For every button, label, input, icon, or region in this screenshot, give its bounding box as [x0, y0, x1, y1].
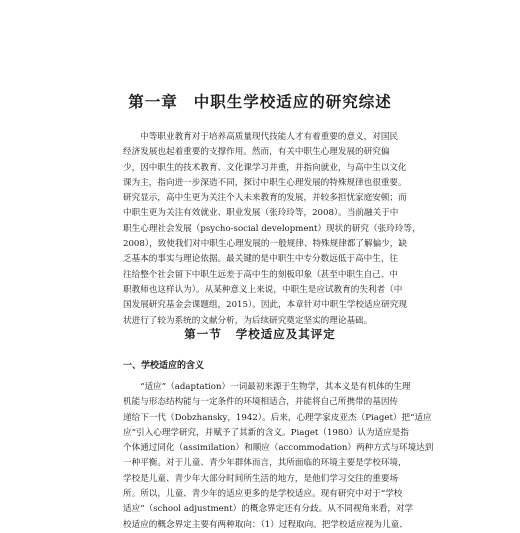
text-line: 状进行了较为系统的文献分析，为后续研究奠定坚实的理论基础。	[123, 315, 373, 326]
text-line: 国发展研究基金会课题组，2015）。因此，本章针对中职生学校适应研究现	[123, 300, 407, 311]
section-title	[0, 326, 520, 342]
text-line: 中等职业教育对于培养高质量现代技能人才有着重要的意义，对国民	[123, 132, 399, 142]
text-line: 应”引入心理学研究，并赋予了其新的含义。Piaget（1980）认为适应是指	[123, 427, 409, 438]
text-line: 经济发展也起着重要的支撑作用。然而，有关中职生心理发展的研究偏	[123, 147, 390, 158]
section-title-text: 学校适应及其评定	[235, 327, 336, 341]
text-line: 职生心理社会发展（psycho-social development）现状的研究（张玲玲等，	[123, 223, 421, 234]
intro-paragraph	[123, 130, 421, 329]
text-line: 少，因中职生的技术教育、文化课学习并重，并指向就业，与高中生以文化	[123, 162, 407, 173]
subsection-title: 一、学校适应的含义	[123, 361, 205, 371]
chapter-title	[0, 90, 520, 112]
text-line: 校适应的概念界定主要有两种取向：（1）过程取向。把学校适应视为儿童、	[123, 519, 408, 530]
text-line: 学校是儿童、青少年大部分时间所生活的地方，是他们学习交往的重要场	[123, 473, 399, 484]
text-line: 所。所以，儿童、青少年的适应更多的是学校适应。现有研究中对于“学校	[123, 489, 403, 500]
chapter-title-text: 中职生学校适应的研究综述	[193, 92, 392, 111]
text-line: 往给整个社会留下中职生远差于高中生的刻板印象（甚至中职生自己、中	[123, 269, 399, 280]
text-line: 研究显示，高中生更为关注个人未来教育的发展，并较多担忧家庭安顿；而	[123, 193, 407, 204]
chapter-number: 第一章	[128, 92, 178, 111]
text-line: 职教师也这样认为）。从某种意义上来说，中职生是应试教育的失利者（中	[123, 284, 403, 295]
text-line: 课为主，指向进一步深造不同，探讨中职生心理发展的特殊规律也很重要。	[123, 177, 407, 188]
text-line: 中职生更为关注有效就业、职业发展（张玲玲等，2008）。当前融关于中	[123, 208, 399, 219]
text-line: 一种平衡。对于儿童、青少年群体而言，其所面临的环境主要是学校环境，	[123, 458, 407, 469]
section-number: 第一节	[184, 327, 222, 341]
text-line: 适应”（school adjustment）的概念界定还有分歧。从不同视角来看，对学	[123, 504, 414, 515]
text-line: 2008），致使我们对中职生心理发展的一般规律、特殊规律都了解偏少，缺	[123, 239, 407, 250]
text-line: 机能与形态结构能与一定条件的环境相适合，并能将自己所携带的基因传	[123, 397, 399, 408]
text-line: 乏基本的事实与理论依据。最关键的是中职生中专分数远低于高中生，往	[123, 254, 399, 265]
text-line: 个体通过同化（assimilation）和顺应（accommodation）两种方式与环境达到	[123, 443, 434, 454]
text-line: 递给下一代（Dobzhansky，1942）。后来，心理学家皮亚杰（Piaget）把“适应	[123, 412, 432, 423]
body-paragraph	[123, 380, 434, 533]
text-line: “适应”（adaptation）一词最初来源于生物学，其本义是有机体的生理	[123, 382, 411, 392]
